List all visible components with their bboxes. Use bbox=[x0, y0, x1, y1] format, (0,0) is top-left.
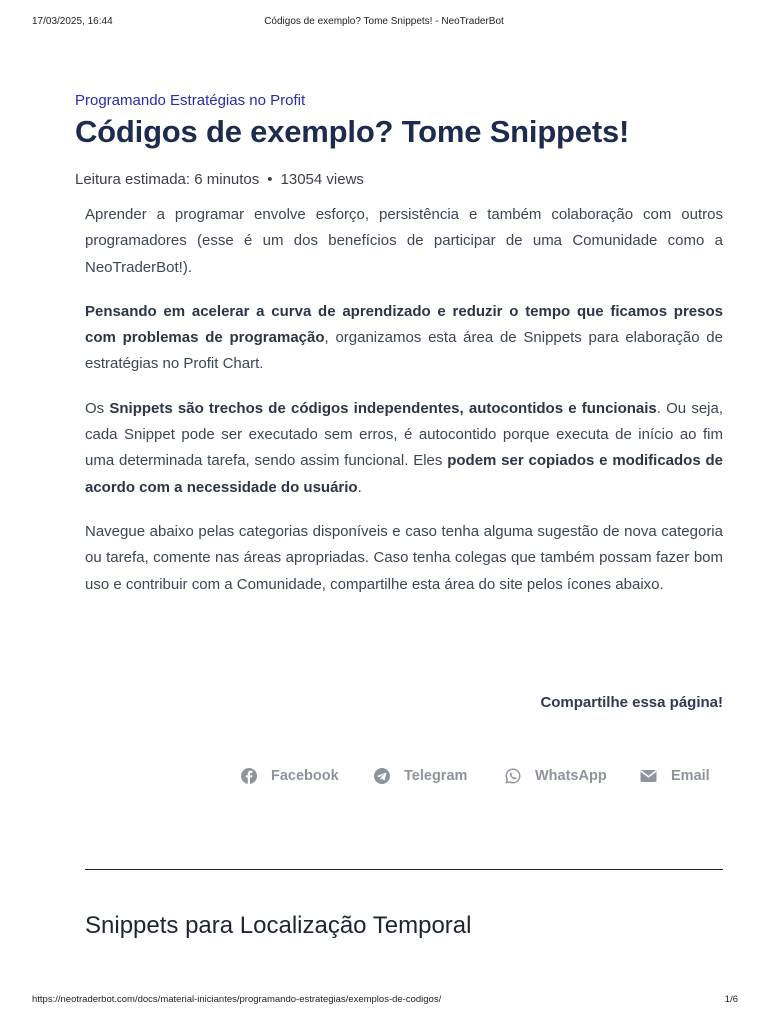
definition-middle: . Ou seja, cada Snippet pode ser executado sem erros, é autocontido porque executa de início ao fim uma determinada tarefa, sendo assim funcional. Eles bbox=[85, 399, 723, 470]
envelope-icon bbox=[640, 769, 657, 783]
whatsapp-icon bbox=[505, 768, 521, 784]
category-link[interactable]: Programando Estratégias no Profit bbox=[75, 92, 306, 109]
share-whatsapp-button[interactable] bbox=[505, 765, 607, 787]
print-header bbox=[32, 16, 736, 30]
print-page-number: 1/6 bbox=[724, 994, 738, 1005]
share-title: Compartilhe essa página! bbox=[540, 694, 723, 711]
facebook-label: Facebook bbox=[271, 768, 339, 784]
view-count: 13054 views bbox=[280, 171, 364, 188]
share-facebook-button[interactable] bbox=[241, 765, 339, 787]
page-title: Códigos de exemplo? Tome Snippets! bbox=[75, 114, 630, 149]
print-datetime: 17/03/2025, 16:44 bbox=[32, 16, 113, 27]
telegram-label: Telegram bbox=[404, 768, 468, 784]
definition-lead: Os bbox=[85, 399, 110, 417]
purpose-rest: , organizamos esta área de Snippets para elaboração de estratégias no Profit Chart. bbox=[85, 329, 723, 373]
definition-emphasis-2: podem ser copiados e modificados de acordo com a necessidade do usuário bbox=[85, 452, 723, 496]
print-url: https://neotraderbot.com/docs/material-iniciantes/programando-estrategias/exemplos-de-codigos/ bbox=[32, 994, 442, 1005]
paragraph-definition bbox=[85, 396, 723, 501]
telegram-icon bbox=[374, 768, 390, 784]
email-label: Email bbox=[671, 768, 710, 784]
print-doc-title: Códigos de exemplo? Tome Snippets! - NeoTraderBot bbox=[264, 16, 504, 27]
paragraph-intro: Aprender a programar envolve esforço, persistência e também colaboração com outros programadores (esse é um dos benefícios de participar de uma Comunidade como a NeoTraderBot!). bbox=[85, 206, 723, 276]
section-divider bbox=[85, 869, 723, 870]
paragraph-navigation: Navegue abaixo pelas categorias disponíveis e caso tenha alguma sugestão de nova categoria ou tarefa, comente nas áreas apropriadas. Caso tenha colegas que também possam fazer bom uso e contribuir com a Comunidade, compartilhe esta área do site pelos ícones abaixo. bbox=[85, 522, 723, 593]
article-body bbox=[85, 202, 723, 616]
share-email-button[interactable] bbox=[640, 765, 710, 787]
reading-time: Leitura estimada: 6 minutos bbox=[75, 171, 260, 188]
facebook-icon bbox=[241, 768, 257, 784]
meta-separator: • bbox=[267, 171, 273, 188]
paragraph-purpose bbox=[85, 299, 723, 378]
whatsapp-label: WhatsApp bbox=[535, 768, 607, 784]
share-telegram-button[interactable] bbox=[374, 765, 467, 787]
article-meta bbox=[75, 171, 364, 188]
definition-end: . bbox=[357, 478, 362, 496]
purpose-emphasis: Pensando em acelerar a curva de aprendizado e reduzir o tempo que ficamos presos com problemas de programação bbox=[85, 302, 723, 347]
section-title: Snippets para Localização Temporal bbox=[85, 912, 472, 939]
definition-emphasis: Snippets são trechos de códigos independentes, autocontidos e funcionais bbox=[109, 399, 657, 417]
print-footer bbox=[32, 994, 738, 1008]
